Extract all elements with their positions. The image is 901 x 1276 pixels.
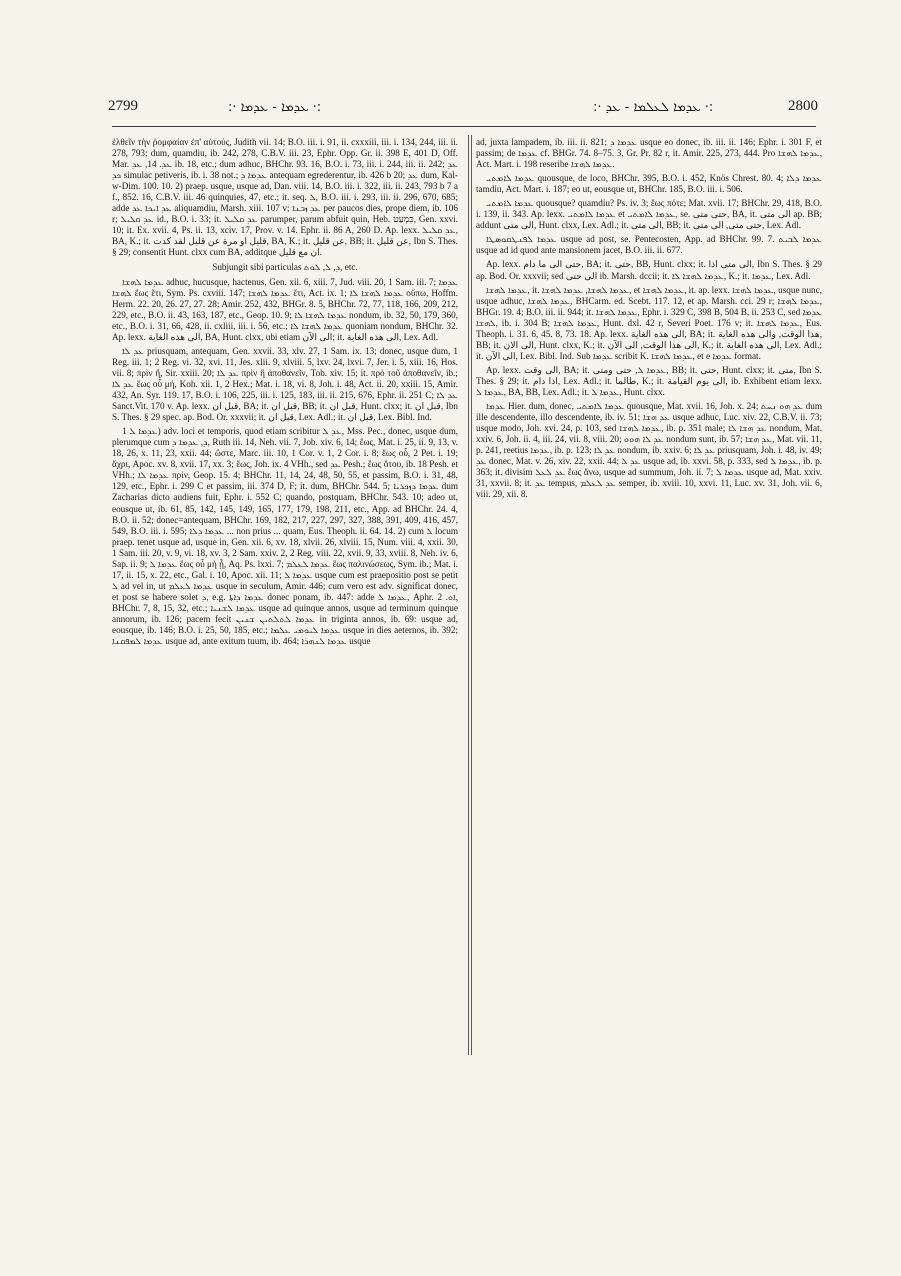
entry: ܥܕܡܐ ܠ 1) adv. loci et temporis, quod etiam scribitur ܥܕ ܠ, Mss. Pec., donec, usque dum, plerumque cum ܕ, ܥܕܡܐ ܕ, Ruth iii. 14, Neh. vii. 7, Job. xiv. 6, 14; ἕως, Mat. i. 25, ii. 9, 13, v. 18, 26, x. 11, 23, xxii. 44; ὥστε, Marc. iii. 10, 1 Cor. v. 1, 2 Cor. i. 8; ἕως οὗ, 2 Pet. i. 19; ἄχρι, Apoc. xv. 8, xvii. 17, xx. 3; ἕως, Joh. ix. 4 VHh., sed ܥܕ Pesh.; ἕως ὅτου, ib. 18 Pesh. et VHh.; ܥܕܡܐ ܠܐ πρίν, Geop. 15. 4; BHChr. 11, 14, 24, 48, 50, 55, et passim, B.O. i. 31, 48, 129, etc., Ephr. i. 299 C et passim, iii. 374 D, F; it. dum, BHChr. 544. 5; ܥܕܡܐ ܕܙܟܪܝܐ dum Zacharias dicto audiens fuit, Ephr. i. 552 C; quando, postquam, BHChr. 543. 10; adeo ut, eousque ut, ib. 61, 85, 142, 145, 149, 165, 177, 179, 198, 211, etc., App. ad BHChr. 24. 4, B.O. ii. 52; donec=antequam, BHChr. 169, 182, 217, 227, 297, 327, 388, 391, 409, 416, 457, 549, B.O. iii. i. 595; ܥܕܡܐ ܕܠܐ ... non prius ... quam, Eus. Theoph. ii. 64. 14. 2) cum ܠ locum praep. tenet usque ad, usque in, Gen. xii. 6, xv. 18, xlvii. 26, xlviii. 15, Num. viii. 4, xxii. 30, 1 Sam. iii. 20, v. 9, vi. 18, xv. 3, 2 Sam. xxiv. 2, 2 Reg. viii. 22, xvii. 9, 33, xviii. 8, Neh. iv. 6, Sap. ii. 9; ܥܕܡܐ ܠ ἕως οὗ μὴ ᾖ, Aq. Ps. lxxi. 7; ܥܕܡܐ ܠܥܠܡ ἕως παλινώσεως, Sym. ib.; Mat. i. 17, ii. 15, x. 22, etc., Gal. i. 10, Apoc. xii. 11; ܥܕܡܐ ܠ usque cum est praepositio post se petit ܠ ad vel in, ut ܥܕܡܐ ܠܥܠܡ usque in seculum, Amir. 446; cum vero est adv. significat donec, et post se habere solet ܕ, e.g. ܥܕܡܐ ܕܐܬܐ donec ponam, ib. 447: adde ܥܕܡܐ ܠ, Aphr. ܐܘ. 2, BHChr. 7, 8, 15, 32, etc.; ܥܕܡܐ ܠܫܢܝܐ usque ad quinque annos, usque ad terminum quinque annorum, ib. 126; pacem fecit ܥܕܡܐ ܠܬܠܬܝܢ ܫܢܝܢ in triginta annos, ib. 69: usque ad, eousque, ib. 146; B.O. i. 25, 50, 185, etc.; ܥܕܡܐ ܠܝܘܡܝ ܥܠܡܐ usque in dies aeternos, ib. 392; ܥܕܡܐ ܠܡܦܩܢܐ usque ad, ante exitum tuum, ib. 464; ܥܕܡܐ ܠܢܗܪܐ usque [112, 426, 458, 647]
right-column [476, 137, 822, 1057]
entry: ἐλθεῖν τὴν ῥομφαίαν ἐπ' αὐτούς, Judith vii. 14; B.O. iii. i. 91, ii. cxxxiii, iii. i. 134, 244, iii. ii. 278, 793; dum, quamdiu, ib. 242, 278, C.B.V. iii. 23, Ephr. Opp. Gr. ii. 398 E, 401 D, Off. Mar. ܥܕ. 14, ܥܕ ib. 18, etc.; dum adhuc, BHChr. 93. 16, B.O. i. 73, iii. i. 244, iii. ii. 242; ܥܕ ܟܕ simulac petiveris, ib. i. 38 not.; ܥܕܡܐ ܕ antequam egrederentur, ib. 426 b 20; ܥܕ dum, Kal-w-Dim. 100. 10. 2) praep. usque, usque ad, Dan. viii. 14, B.O. iii. i. 322, iii. ii. 243, 793 b 7 a f., 852. 16, C.B.V. iii. 46 quinquies, 47, etc.; it. seq. ܠ, B.O. iii. i. 293, iii. ii. 296, 670, 685; adde ܥܕ ܐܝܟܐ ܥܕ aliquamdiu, Marsh. xiii. 107 v; ܥܕ ܙܒܢܐ per paucos dies, prope diem, ib. 106 r; ܥܕ ܩܠܝܠ id., B.O. i. 33; it. ܥܕ ܩܠܝܠ parumper, parum abfuit quin, Heb. כִּמְעַט, Gen. xxvi. 10; it. Ex. xvii. 4, Ps. ii. 13, xciv. 17, Prov. v. 14. Ephr. ii. 86 A, 260 D. Ap. lexx. ܥܕ ܩܠܝܠ, BA, K.; it. قليل او مرة عن قليل لقد كدت, BA, K.; it. عن قليل, BB; it. عن قليل, Ibn S. Thes. § 29; consentit Hunt. clxx cum BA, additque ان مع قليل. [112, 137, 458, 258]
left-column [112, 137, 458, 1057]
right-page-number: 2800 [788, 98, 818, 114]
entry: ܥܕܡܐ ܠܐܡܬܝ quousque, de loco, BHChr. 395, B.O. i. 452, Knös Chrest. 80. 4; ܥܕܡܐ ܕܠܐ tamdiu, Act. Mart. i. 187; eo ut, eousque ut, BHChr. 185, B.O. iii. i. 506. [476, 173, 822, 195]
entry: ܥܕܡܐ ܠܐܡܬܝ quousque? quamdiu? Ps. iv. 3; ἕως πότε; Mat. xvii. 17; BHChr. 29, 418, B.O. i. 139, ii. 343. Ap. lexx. ܥܕܡܐ ܠܐܡܬܝ et ܥܕܡܐ ܠܐܡܬܝ, se. حتى متى, BA, it. الى متى ap. BB; addunt الى متى, Hunt. clxx, Lex. Adl.; it. الى متى, BB; it. حتى متى, الى متى, Lex. Adl. [476, 198, 822, 231]
entry: ad, juxta lampadem, ib. iii. ii. 821; ܥܕܡܐ ܕ usque eo donec, ib. iii. ii. 146; Ephr. i. 301 F, et passim; de ܥܕܡܐ cf. BHGr. 74. 8–75. 3, Gr. Pr. 82 r, it. Amir. 225, 273, 444. Pro ܥܕܡܐ ܠܗܫܐ, Act. Mart. i. 198 reseribe ܥܕܡܐ ܠܗܫܐ. [476, 137, 822, 170]
column-divider [468, 135, 472, 1055]
right-running-head: :· ܥܕܡܐ ܠܥܠܡܐ - ܥܕ ·: [593, 100, 714, 115]
entry: ܥܕܡܐ ܠܗܫܐ adhuc, hucusque, hactenus, Gen. xii. 6, xiii. 7, Jud. viii. 20, 1 Sam. iii. 7; ܥܕܡܐ ܠܗܫܐ ἕως ἔτι, Sym. Ps. cxviii. 147; ܥܕܡܐ ܠܗܫܐ ἔτι, Act. ix. 1; ܥܕܡܐ ܠܗܫܐ ܠܐ οὔπω, Hoffm. Herm. 22. 20, 26. 27, 27. 28; Amir. 252, 432, BHGr. 8. 5, BHChr. 72, 77, 118, 166, 209, 212, 229, etc., B.O. ii. 43, 163, 187, etc., Geop. 10. 9; ܥܕܡܐ ܠܗܫܐ ܠܐ nondum, ib. 32, 50, 179, 360, etc., B.O. i. 31, 66, 428, ii. cxliii, iii. i. 56, etc.; ܥܕܡܐ ܠܗܫܐ ܠܐ quoniam nondum, BHChr. 32. Ap. lexx. الى هذه الغاية, BA, Hunt. clxx, ubi etiam الى الآن; it. الى هذه الغاية, Lex. Adl. [112, 276, 458, 342]
entry: Ap. lexx. حتى الى ما دام, BA; it. حتى, BB, Hunt. clxx; it. الى متى اذا, Ibn S. Thes. § 29 ap. Bod. Or. xxxvii; sed الى حتى ib. Marsh. dccii; it. ܥܕܡܐ ܠܗܫܐ ܠܐ, K.; it. ܥܕܡܐ, Lex. Adl. [476, 259, 822, 281]
entry: ܥܕܡܐ ܠܦܢܛܩܘܣܛܐ usque ad post, se. Pentecosten, App. ad BHChr. 99. 7. ܥܕܡܐ ܠܒܝܬ usque ad id quod ante mansionem jacet, B.O. iii. ii. 677. [476, 234, 822, 256]
entry: ܥܕܡܐ ܠܗܫܐ, it. ܥܕܡܐ ܠܗܫܐ, ܥܕܡܐ ܠܗܫܐ, et ܥܕܡܐ ܠܗܫܐ, it. ap. lexx. ܥܕܡܐ ܠܗܫܐ, usque nunc, usque adhuc, ܥܕܡܐ ܠܗܫܐ, BHCarm. ed. Scebt. 117. 12, et ap. Marsh. cci. 29 r; ܥܕܡܐ ܠܗܫܐ, BHGr. 19. 4; B.O. iii. ii. 944; it. ܥܕܡܐ ܠܗܫܐ, Ephr. i. 329 C, 398 B, 504 B, ii. 253 C, sed ܥܕܡܐ ܠܗܫܐ, ib. i. 304 B; ܥܕܡܐ ܠܗܫܐ, Hunt. dxl. 42 r, Severi Poet. 176 v; it. ܥܕܡܐ ܠܗܫܐ, Eus. Theoph. i. 31. 6, 45. 8, 73. 18. Ap. lexx. الى هذه الغاية, BA; it. هذا الوقت, والى هذه الغاية, BB; it. الى الان, Hunt. clxx, K.; it. الى هذا الوقت, الى الآن, K.; it. الى هذه الغاية, Lex. Adl.; it. الى الآن, Lex. Bibl. Ind. Sub ܥܕܡܐ scribit K. ܥܕܡܐ ܠܗܫܐ, et e ܥܕܡܐ format. [476, 284, 822, 361]
entry-note: Subjungit sibi particulas ܕ, ܠ, ܠܘܬ, etc. [212, 261, 358, 272]
left-running-head: :· ܥܕܡܐ - ܥܕܡܐ ·: [228, 100, 322, 115]
header-rule [112, 126, 816, 127]
left-page-number: 2799 [108, 98, 138, 114]
entry: ܥܕܡܐ Hier. dum, donec, ܥܕܡܐ ܠܐܡܬܝ quousque, Mat. xvii. 16, Joh. x. 24; ܥܕ ܗܘ ܢܚܬ dum ille descendente, illo descendente, ib. iv. 51; ܥܕ ܗܫܐ usque adhuc, Luc. xiv. 22, C.B.V. ii. 73; usque modo, Joh. xvi. 24, p. 103, sed ܥܕܡܐ ܠܗܫܐ, ib. p. 351 male; ܥܕ ܗܫܐ ܠܐ nondum, Mat. xxiv. 6, Joh. ii. 4, iii. 24, vii. 8, viii. 20; ܥܕ ܠܐ ܗܘܘ nondum sunt, ib. 57; ܥܕ ܗܫܐ, Mat. vii. 11, p. 241, reetius ܥܕܡܐ, ib. p. 123; ܥܕ ܠܐ nondum, ib. xxiv. 6; ܥܕ ܠܐ priusquam, Joh. i. 48, iv. 49; ܥܕ donec, Mat. v. 26, xiv. 22, xxii. 44; ܥܕ ܠ usque ad, ib. xxvi. 58, p. 333, sed ܥܕܡܐ ܠ, ib. p. 363; it. divisim ܥܕ ܠܥܠ ἕως ἄνω, usque ad summum, Joh. ii. 7; ܥܕܡܐ ܠ usque ad, Mat. xxiv. 31, xxvii. 8; it. ܥܕ tempus, ܥܕ ܠܥܠܡ semper, ib. xviii. 10, xxvi. 11, Luc. xv. 31, Joh. vii. 6, viii. 29, xii. 8. [476, 401, 822, 500]
page-header [108, 96, 818, 126]
entry: ܥܕ ܠܐ priusquam, antequam, Gen. xxvii. 33, xlv. 27, 1 Sam. ix. 13; donec, usque dum, 1 Reg. iii. 1; 2 Reg. vi. 32, xvi. 11, Jes. xlii. 9, xlviii. 5, lxv. 24, lxvi. 7, Jer. i. 5, xiii. 16, Hos. vii. 8; πρὶν ἤ, Sir. xxiii. 20; ܥܕ ܠܐ πρὶν ἢ ἀποθανεῖν, Tob. xiv. 15; it. πρὸ τοῦ ἀποθανεῖν, ib.; ܥܕ ܠܐ ἕως οὗ μή, Koh. xii. 1, 2 Hex.; Mat. i. 18, vi. 8, Joh. i. 48, Act. ii. 20, xxiii. 15, Amir. 432, An. Syr. 119. 17, B.O. i. 106, 225, iii. i. 125, 183, iii. ii. 215, 676, Ephr. ii. 251 C; ܥܕ ܠܐ Sanct.Vit. 170 v. Ap. lexx. قبل ان, BA; it. قبل ان, BB; it. قبل ان, Hunt. clxx; it. قبل ان, Ibn S. Thes. § 29 spec. ap. Bod. Or. xxxvii; it. قبل ان, Lex. Adl.; it. قبل ان, Lex. Bibl. Ind. [112, 345, 458, 423]
entry: Ap. lexx. الى وقت, BA; it. ܥܕܡܐ ܠ, حتى ومتى, BB; it. حتى, Hunt. clxx; it. متى, Ibn S. Thes. § 29; it. اذا دام, Lex. Adl.; it. طالما, K.; it. الى يوم القيامة, ib. Exhibent etiam lexx. ܥܕܡܐ ܠ, BA, BB, Lex. Adl.; it. ܥܕܡܐ ܠ, Hunt. clxx. [476, 364, 822, 397]
